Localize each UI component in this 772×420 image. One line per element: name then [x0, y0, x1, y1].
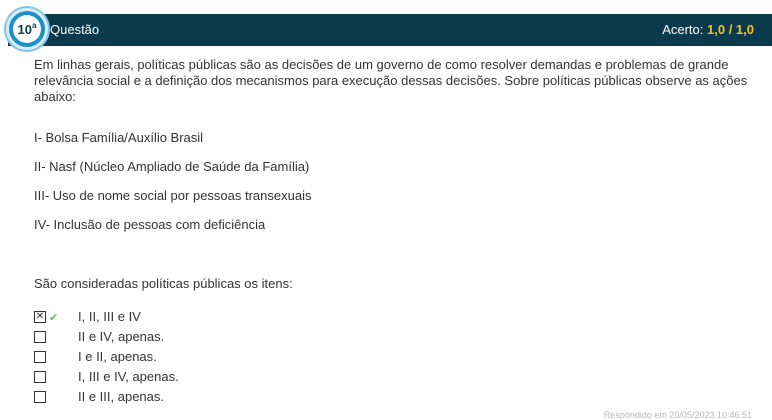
answer-option[interactable] [34, 389, 434, 405]
score-value: 1,0 / 1,0 [707, 22, 754, 37]
answer-option[interactable] [34, 309, 434, 325]
statement-item: III- Uso de nome social por pessoas transexuais [34, 188, 312, 203]
statement-item: II- Nasf (Núcleo Ampliado de Saúde da Família) [34, 159, 310, 174]
statement-item: IV- Inclusão de pessoas com deficiência [34, 217, 266, 232]
question-prompt: São consideradas políticas públicas os itens: [34, 276, 293, 291]
option-label: I e II, apenas. [78, 349, 157, 364]
answered-timestamp: Respondido em 20/05/2023 10:46:51 [603, 410, 752, 420]
answer-option[interactable] [34, 369, 434, 385]
score [662, 22, 754, 37]
checkbox[interactable] [34, 391, 46, 403]
checkbox[interactable] [34, 331, 46, 343]
checkbox[interactable] [34, 371, 46, 383]
question-number-suffix: a [32, 20, 37, 30]
answer-option[interactable] [34, 329, 434, 345]
question-number-badge [6, 8, 48, 50]
checkbox-checked[interactable]: ✕ [35, 311, 45, 322]
question-number: 10 [17, 21, 32, 37]
answer-option[interactable] [34, 349, 434, 365]
checkbox[interactable] [34, 351, 46, 363]
correct-check-icon: ✔ [49, 311, 59, 324]
question-header [8, 14, 772, 46]
option-label: I, III e IV, apenas. [78, 369, 179, 384]
option-label: II e III, apenas. [78, 389, 164, 404]
statement-item: I- Bolsa Família/Auxílio Brasil [34, 130, 204, 145]
question-intro: Em linhas gerais, políticas públicas são as decisões de um governo de como resolver demandas e problemas de grande relevância social e a definição dos mecanismos para execução dessas decisões. Sobre políticas públicas observe as ações abaixo: [34, 57, 748, 104]
question-title: Questão [50, 22, 100, 37]
option-label: I, II, III e IV [78, 309, 141, 324]
score-label: Acerto: [662, 22, 704, 37]
option-label: II e IV, apenas. [78, 329, 165, 344]
